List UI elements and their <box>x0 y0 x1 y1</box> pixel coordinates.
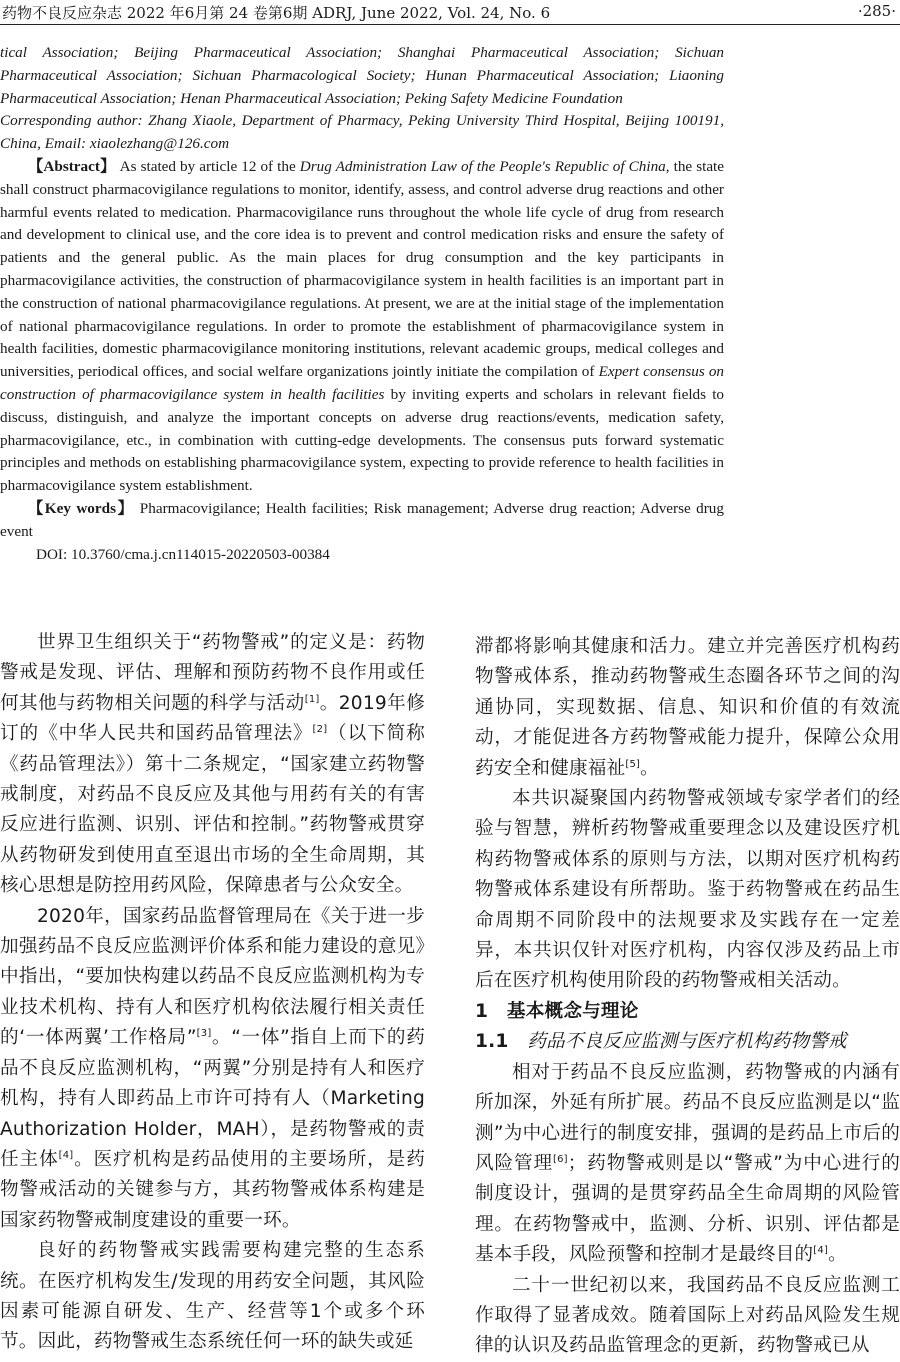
journal-info: 药物不良反应杂志 2022 年6月第 24 卷第6期 ADRJ, June 2022, Vol. 24, No. 6 <box>2 4 551 22</box>
abstract: 【Abstract】 As stated by article 12 of the Drug Administration Law of the People's Republic of China, the state shall construct pharmacovigilance regulations to monitor, identify, assess, and control adverse drug reactions and other harmful events related to medication. Pharmacovigilance runs throughout the whole life cycle of drug from research and development to clinical use, and the core idea is to prevent and control medication risks and ensure the safety of patients and the general public. As the main places for drug consumption and the key participants in pharmacovigilance activities, the construction of pharmacovigilance system in health facilities is an important part in the construction of national pharmacovigilance regulations. At present, we are at the initial stage of the implementation of national pharmacovigilance regulations. In order to promote the establishment of pharmacovigilance system in health facilities, domestic pharmacovigilance monitoring institutions, relevant academic groups, medical colleges and universities, periodical offices, and social welfare organizations jointly initiate the compilation of Expert consensus on construction of pharmacovigilance system in health facilities by inviting experts and scholars in relevant fields to discuss, distinguish, and analyze the important concepts on adverse drug reactions/events, medication safety, pharmacovigilance, etc., in combination with cutting-edge developments. The consensus puts forward systematic principles and methods on establishing pharmacovigilance system, expecting to provide reference to health facilities in pharmacovigilance system establishment. <box>0 157 725 495</box>
english-abstract-block <box>0 42 724 566</box>
section-heading: 1 基本概念与理论 <box>475 1000 639 1022</box>
paragraph: 2020年，国家药品监督管理局在《关于进一步加强药品不良反应监测评价体系和能力建设的意见》中指出，“要加快构建以药品不良反应监测机构为专业技术机构、持有人和医疗机构依法履行相关责任的‘一体两翼’工作格局”[3]。“一体”指自上而下的药品不良反应监测机构，“两翼”分别是持有人和医疗机构，持有人即药品上市许可持有人（Marketing Authorization Holder，MAH），是药物警戒的责任主体[4]。医疗机构是药品使用的主要场所，是药物警戒活动的关键参与方，其药物警戒体系构建是国家药物警戒制度建设的重要一环。 <box>0 905 426 1231</box>
header-rule <box>0 24 900 25</box>
citation[interactable]: [3] <box>196 1028 212 1040</box>
paragraph: 二十一世纪初以来，我国药品不良反应监测工作取得了显著成效。随着国际上对药品风险发生规律的认识及药品监管理念的更新，药物警戒已从 <box>475 1274 900 1357</box>
doi: DOI: 10.3760/cma.j.cn114015-20220503-00384 <box>36 545 330 563</box>
keywords: 【Key words】 Pharmacovigilance; Health facilities; Risk management; Adverse drug reaction; Adverse drug event <box>0 499 724 540</box>
affiliations: tical Association; Beijing Pharmaceutical Association; Shanghai Pharmaceutical Association; Sichuan Pharmaceutical Association; Sichuan Pharmacological Society; Hunan Pharmaceutical Association; Liaoning Pharmaceutical Association; Henan Pharmaceutical Association; Peking Safety Medicine Foundation <box>0 44 724 107</box>
law-title: Drug Administration Law of the People's Republic of China <box>299 157 666 175</box>
subsection-heading: 1.1 药品不良反应监测与医疗机构药物警戒 <box>475 1031 847 1053</box>
corresponding-author: Corresponding author: Zhang Xiaole, Department of Pharmacy, Peking University Third Hospital, Beijing 100191, China, Email: xiaolezhang@126.com <box>0 112 724 153</box>
right-column <box>475 632 900 1362</box>
paragraph: 本共识凝聚国内药物警戒领域专家学者们的经验与智慧，辨析药物警戒重要理念以及建设医疗机构药物警戒体系的原则与方法，以期对医疗机构药物警戒体系建设有所帮助。鉴于药物警戒在药品生命周期不同阶段中的法规要求及实践存在一定差异，本共识仅针对医疗机构，内容仅涉及药品上市后在医疗机构使用阶段的药物警戒相关活动。 <box>475 788 900 992</box>
citation[interactable]: [5] <box>625 758 641 770</box>
citation[interactable]: [4] <box>813 1245 829 1257</box>
citation[interactable]: [6] <box>552 1153 568 1165</box>
abstract-label: 【Abstract】 <box>28 157 116 175</box>
paragraph: 世界卫生组织关于“药物警戒”的定义是：药物警戒是发现、评估、理解和预防药物不良作用或任何其他与药物相关问题的科学与活动[1]。2019年修订的《中华人民共和国药品管理法》[2]（以下简称《药品管理法》）第十二条规定，“国家建立药物警戒制度，对药品不良反应及其他与用药有关的有害反应进行监测、识别、评估和控制。”药物警戒贯穿从药物研发到使用直至退出市场的全生命周期，其核心思想是防控用药风险，保障患者与公众安全。 <box>0 632 425 897</box>
page-number: ·285· <box>857 2 896 20</box>
citation[interactable]: [4] <box>58 1149 74 1161</box>
keywords-label: 【Key words】 <box>28 499 135 517</box>
citation[interactable]: [1] <box>304 693 320 705</box>
running-header <box>0 0 900 26</box>
paragraph: 滞都将影响其健康和活力。建立并完善医疗机构药物警戒体系，推动药物警戒生态圈各环节之间的沟通协同，实现数据、信息、知识和价值的有效流动，才能促进各方药物警戒能力提升，保障公众用药安全和健康福祉[5]。 <box>475 636 900 779</box>
left-column <box>0 628 425 1358</box>
paragraph: 相对于药品不良反应监测，药物警戒的内涵有所加深，外延有所扩展。药品不良反应监测是以“监测”为中心进行的制度安排，强调的是药品上市后的风险管理[6]；药物警戒则是以“警戒”为中心进行的制度设计，强调的是贯穿药品全生命周期的风险管理。在药物警戒中，监测、分析、识别、评估都是基本手段，风险预警和控制才是最终目的[4]。 <box>475 1061 900 1266</box>
paragraph: 良好的药物警戒实践需要构建完整的生态系统。在医疗机构发生/发现的用药安全问题，其风险因素可能源自研发、生产、经营等1个或多个环节。因此，药物警戒生态系统任何一环的缺失或延 <box>0 1240 425 1353</box>
citation[interactable]: [2] <box>312 724 328 736</box>
consensus-title: Expert consensus on construction of pharmacovigilance system in health facilities <box>0 363 725 403</box>
